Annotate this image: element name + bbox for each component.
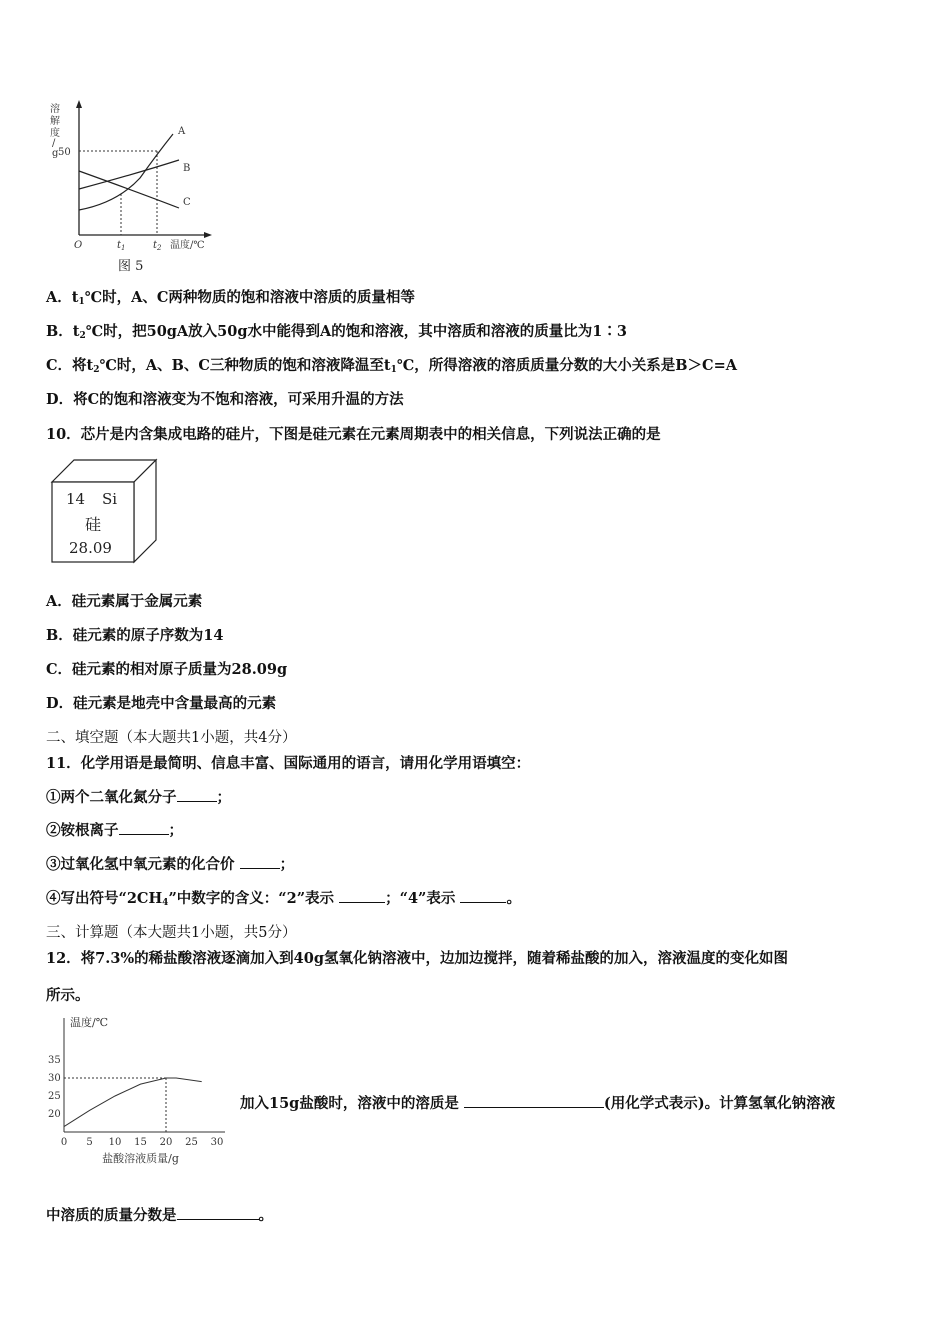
x-tick-label: 15 [134,1137,147,1148]
svg-text:g: g [52,148,59,159]
x-axis-arrow [204,232,212,238]
x-axis-label: 温度/℃ [170,240,205,251]
t2-label: $t_2$ [153,240,162,252]
y-tick-label: 30 [48,1073,61,1084]
answer-blank[interactable] [240,856,280,869]
series-line [64,1078,202,1127]
answer-blank[interactable] [119,822,169,835]
t1-label: $t_1$ [117,240,126,252]
curve-c-label: C [183,197,191,208]
q9-option-a[interactable]: A．$t_1℃$时，A、C两种物质的饱和溶液中溶质的质量相等 [46,289,415,307]
q11-item-3: ③过氧化氢中氧元素的化合价 ； [46,856,295,873]
q9-option-c[interactable]: C．将$t_2℃$时，A、B、C三种物质的饱和溶液降温至$t_1℃$，所得溶液的溶质质量分数的大小关系是B＞C=A [46,357,737,375]
x-tick-label: 30 [210,1137,224,1148]
q11-item-1: ①两个二氧化氮分子 ； [46,789,231,806]
temperature-chart [44,1012,234,1167]
q11-item-2: ②铵根离子 ； [46,822,183,839]
q12-question-line: 加入15g盐酸时，溶液中的溶质是 (用化学式表示)。计算氢氧化钠溶液 [240,1095,836,1112]
element-name: 硅 [85,515,102,534]
x-tick-label: 25 [185,1137,198,1148]
answer-blank[interactable] [339,890,385,903]
atomic-mass: 28.09 [69,539,112,557]
x-tick-label: 5 [86,1137,93,1148]
answer-blank[interactable] [177,789,217,802]
q10-option-c[interactable]: C．硅元素的相对原子质量为28.09g [46,661,288,678]
answer-blank[interactable] [460,890,506,903]
curve-b-label: B [183,163,191,174]
q9-option-d[interactable]: D．将C的饱和溶液变为不饱和溶液，可采用升温的方法 [46,391,404,408]
origin-label: O [74,240,83,251]
curve-c [79,171,179,208]
figure-caption: 图 5 [118,259,144,274]
x-tick-label: 20 [159,1137,173,1148]
x-tick-label: 10 [108,1137,122,1148]
q11-item-4: ④写出符号“$2CH_4$”中数字的含义：“2”表示 ；“4”表示 。 [46,890,521,908]
q10-option-a[interactable]: A．硅元素属于金属元素 [46,593,203,610]
q10-stem: 10．芯片是内含集成电路的硅片，下图是硅元素在元素周期表中的相关信息，下列说法正确的是 [46,426,661,443]
y-tick-label: 25 [48,1091,61,1102]
atomic-number: 14 [66,490,86,508]
svg-text:解: 解 [50,116,60,127]
q12-last-line: 中溶质的质量分数是 。 [46,1207,273,1224]
section-3-heading: 三、计算题（本大题共1小题，共5分） [46,925,297,941]
q12-stem-line-2: 所示。 [46,987,90,1004]
svg-text:度: 度 [50,128,60,139]
silicon-element-card [50,458,160,564]
curve-b [79,160,179,189]
svg-text:/: / [52,138,56,149]
y-tick-label: 35 [48,1055,61,1066]
section-2-heading: 二、填空题（本大题共1小题，共4分） [46,730,297,746]
element-symbol: Si [102,490,118,508]
q10-option-d[interactable]: D．硅元素是地壳中含量最高的元素 [46,695,277,712]
svg-text:溶: 溶 [50,104,60,115]
y-axis-arrow [76,100,82,108]
answer-blank[interactable] [464,1095,604,1108]
q10-option-b[interactable]: B．硅元素的原子序数为14 [46,627,224,644]
curve-a [79,134,173,210]
y-axis-label: 温度/℃ [70,1016,109,1029]
curve-a-label: A [178,126,186,137]
q9-option-b[interactable]: B．$t_2℃$时，把50gA放入50g水中能得到A的饱和溶液，其中溶质和溶液的质量比为1∶3 [46,323,627,341]
q11-stem: 11．化学用语是最简明、信息丰富、国际通用的语言，请用化学用语填空： [46,755,531,772]
y-tick-50: 50 [58,147,71,158]
y-tick-label: 20 [48,1109,61,1120]
q12-stem-line-1: 12．将7.3%的稀盐酸溶液逐滴加入到40g氢氧化钠溶液中，边加边搅拌，随着稀盐酸的加入，溶液温度的变化如图 [46,950,788,967]
answer-blank[interactable] [177,1207,259,1220]
solubility-figure [45,98,220,276]
x-tick-label: 0 [60,1137,68,1148]
x-axis-label: 盐酸溶液质量/g [102,1152,179,1165]
